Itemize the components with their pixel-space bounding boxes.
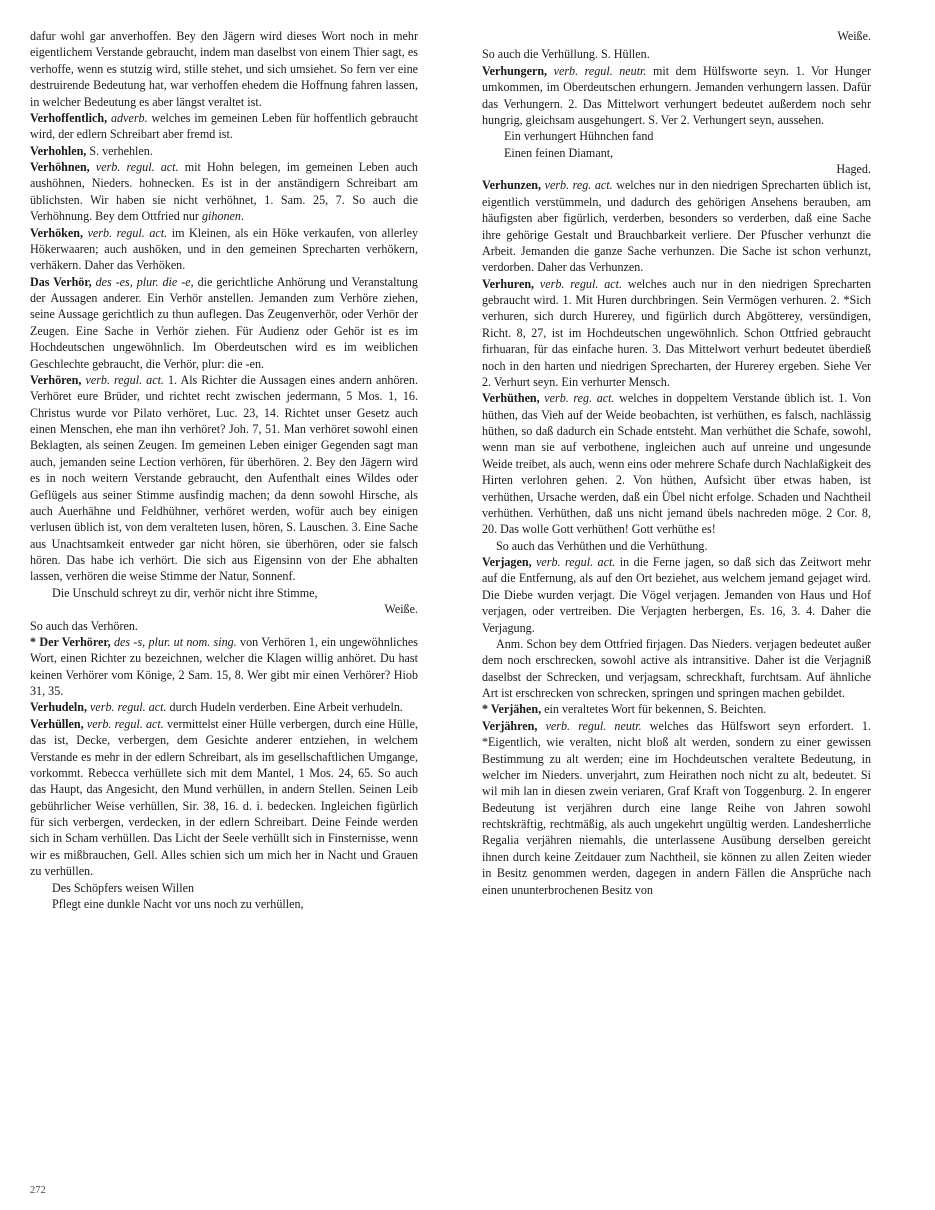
headword: * Verjähen,: [482, 702, 542, 717]
headword: * Der Verhörer,: [30, 634, 111, 649]
headword: Verjähren,: [482, 718, 538, 733]
entry-body: welches im gemeinen Leben für hoffentlich gebraucht wird, der edlern Schreibart aber fremd ist.: [30, 110, 418, 142]
dictionary-entry: [482, 554, 871, 636]
entry-body: im Kleinen, als ein Höke verkaufen, von allerley Hökerwaaren; auch aushöken, und in den gemeinen Sprecharten verhökern, verhäkern. Daher das Verhöken.: [30, 225, 418, 273]
entry-body: welches das Hülfswort seyn erfordert. 1. *Eigentlich, wie veralten, nicht bloß alt werden, sondern zu einer gewissen Bestimmung zu alt werden; eine im Hochdeutschen veraltete Bedeutung, in welcher im Nieders. unverjahrt, zum Heirathen noch nicht zu alt, bedeutet. Si wil mih lan in diesen zwein veriaren, Graf Kraft von Toggenburg. 2. In engerer Bedeutung ist verjähren durch eine lange Reihe von Jahren sowohl rechtskräftig, rechtmäßig, als auch ungekehrt ungültig werden. Landesherrliche Regalia verjähren niemahls, die unterlassene Ausübung derselben gereicht ihnen durch keine Zeitdauer zum Nachtheil, sie können zu allen Zeiten wieder in Besitz genommen werden, dagegen in andern Fällen die Ansprüche nach einen ununterbrochenen Besitz von: [482, 718, 871, 897]
verse-line: Pflegt eine dunkle Nacht vor uns noch zu verhüllen,: [52, 896, 304, 911]
headword: Verhoffentlich,: [30, 110, 108, 125]
headword: Verhöhnen,: [30, 160, 90, 174]
dictionary-entry: [30, 110, 418, 143]
dictionary-entry: [482, 276, 871, 391]
entry-body: die gerichtliche Anhörung und Veranstaltung der Aussagen anderer. Ein Verhör anstellen. Jemanden zum Verhöre ziehen, seine Aussage gerichtlich zu thun auflegen. Das Zeugenverhör, oder Verhör der Zeugen. Eine Sache in Verhör ziehen. Für Audienz oder Gehör ist es im Hochdeutschen ungewöhnlich. Im Oberdeutschen wird es im weiblichen Geschlechte gebraucht, die Verhör, plur: die -en.: [30, 274, 418, 371]
entry-body: welches nur in den niedrigen Sprecharten üblich ist, eigentlich verstümmeln, und dadurch des gehörigen Ansehens berauben, am häufigsten aber figürlich, verderben, besonders so verderben, daß eine Sache ihre gehörige Gestalt und Brauchbarkeit verliere. Der Pfuscher verhunzt die Arbeit. Jemanden die ganze Sache verhunzen. Die Sache ist schon verhunzt, verdorben. Daher das Verhunzen.: [482, 178, 872, 275]
verse-line: Einen feinen Diamant,: [504, 145, 614, 160]
dictionary-entry: [30, 634, 418, 700]
verse-line: Des Schöpfers weisen Willen: [52, 880, 195, 895]
grammar-label: des -es, plur. die -e,: [95, 274, 194, 289]
headword: Verhüllen,: [30, 716, 84, 731]
dictionary-entry: [30, 143, 418, 159]
grammar-label: verb. reg. act.: [544, 178, 613, 193]
headword: Verhuren,: [482, 276, 535, 291]
headword: Verhunzen,: [482, 178, 542, 193]
dictionary-entry: [30, 716, 418, 880]
dictionary-entry: [482, 390, 871, 537]
entry-body: durch Hudeln verderben. Eine Arbeit verhudeln.: [166, 700, 403, 715]
grammar-label: verb. regul. act.: [87, 225, 168, 240]
paragraph: dafur wohl gar anverhoffen. Bey den Jägern wird dieses Wort noch in mehr eigentlichem Verstande gebraucht, indem man daselbst von einem Thier sagt, es verhoffe, wenn es stutzig wird, stille stehet, und sich umsiehet. So fern ver eine destruirende Bedeutung hat, war verhoffen ehedem die Hoffnung fahren lassen, in welcher Bedeutung es aber längst veraltet ist.: [30, 29, 418, 109]
headword: Verhören,: [30, 372, 82, 387]
dictionary-entry: [482, 63, 871, 129]
grammar-label: verb. regul. act.: [90, 700, 167, 715]
grammar-label: verb. regul. act.: [85, 372, 164, 387]
verse-attribution: Weiße.: [384, 602, 418, 617]
dictionary-entry: [30, 372, 418, 585]
note-paragraph: Anm. Schon bey dem Ottfried firjagen. Das Nieders. verjagen bedeutet außer dem noch erschrecken, sowohl active als intransitive. Daher ist die Verjagniß daselbst der Schrecken, und verjagsam, schreckhaft, furchtsam. Auf ähnliche Art ist erschrecken von schrecken, springen und springen machen gebildet.: [482, 636, 871, 700]
verse-attribution: Haged.: [836, 162, 871, 176]
verse-line: Ein verhungert Hühnchen fand: [504, 129, 654, 144]
paragraph: So auch das Verhören.: [30, 618, 138, 633]
entry-tail: .: [240, 209, 244, 224]
page-number: 272: [30, 1185, 46, 1196]
headword: Verhudeln,: [30, 700, 88, 715]
paragraph: So auch das Verhüthen und die Verhüthung.: [496, 538, 708, 553]
headword: Verjagen,: [482, 555, 532, 569]
dictionary-entry: [30, 225, 418, 274]
entry-italic-term: gihonen: [201, 209, 241, 224]
headword: Verhungern,: [482, 63, 548, 78]
running-head: Weiße.: [837, 29, 871, 43]
entry-body: S. verhehlen.: [86, 143, 153, 158]
grammar-label: verb. regul. neutr.: [553, 63, 647, 78]
headword: Verhöken,: [30, 225, 83, 240]
entry-body: mit Hohn belegen, im gemeinen Leben auch aushöhnen, Nieders. hohnecken. Es ist in der anständigern Schreibart am üblichsten. Wir haben sie nicht verhöhnet, 1. Sam. 25, 7. So auch die Verhöhnung. Bey dem Ottfried nur: [30, 160, 418, 224]
dictionary-entry: [482, 701, 871, 717]
left-text-column: [30, 28, 418, 1148]
headword: Verhüthen,: [482, 391, 540, 406]
grammar-label: verb. regul. neutr.: [545, 718, 642, 733]
two-column-layout: [30, 28, 905, 1148]
entry-body: vermittelst einer Hülle verbergen, durch eine Hülle, das ist, Decke, verbergen, dem Gesichte anderer entziehen, in welchem Verstande es mehr in der edlern Schreibart, als im gesellschaftlichen Umgange, vorkommt. Rebecca verhüllete sich mit dem Mantel, 1 Mos. 24, 65. So auch das Haupt, das Angesicht, den Mund verhüllen, in andern Stellen. Seinen Leib gebührlicher Weise verhüllen, Sir. 38, 16. d. i. bedecken. Ingleichen figürlich für sich verbergen, verdecken, in der edlern Schreibart. Deine Feinde werden sich in Scham verhüllen. Das Licht der Seele verhüllt sich in Finsternisse, wenn wir es mißbrauchen, Gell. Alles schien sich um mich her in Nacht und Grauen zu verhüllen.: [30, 716, 418, 879]
verse-line: Die Unschuld schreyt zu dir, verhör nicht ihre Stimme,: [52, 585, 318, 600]
entry-body: in die Ferne jagen, so daß sich das Zeitwort mehr auf die Entfernung, als auf den Ort beziehet, aus welchem jemand gejaget wird. Die Diebe wurden verjagt. Die Vögel verjagen. Jemanden von Haus und Hof verjagen, oder vertreiben. Die Verjagten herbergen, Es. 16, 3. 4. Daher die Verjagung.: [482, 555, 871, 635]
dictionary-entry: [30, 274, 418, 372]
dictionary-entry: [482, 177, 871, 275]
entry-body: ein veraltetes Wort für bekennen, S. Beichten.: [541, 702, 767, 717]
dictionary-entry: [30, 159, 418, 225]
dictionary-entry: [30, 699, 418, 715]
entry-body: welches auch nur in den niedrigen Sprecharten gebraucht wird. 1. Mit Huren durchbringen. Sein Vermögen verhuren. 2. *Sich verhuren, sich durch Hurerey, und figürlich durch Abgötterey, versündigen, Richt. 8, 27, ist im Hochdeutschen ungewöhnlich. Schon Ottfried gebraucht firhuaran, für das einfache huren. 3. Das Mittelwort verhurt bedeutet überdieß noch in den harten und niedrigen Sprecharten, der Hurerey ergeben. Siehe Ver 2. Verhurt seyn. Ein verhurter Mensch.: [482, 276, 871, 389]
entry-body: 1. Als Richter die Aussagen eines andern anhören. Verhöret eure Brüder, und richtet recht zwischen jedermann, 5 Mos. 1, 16. Christus wurde vor Pilato verhöret, Luc. 23, 14. Richtet unser Gesetz auch einen Menschen, ehe man ihn verhöret? Joh. 7, 51. Man verhöret sowohl einen Beklagten, als seinen Zeugen. Im gemeinen Leben einiger Gegenden sagt man auch, jemanden seine Lection verhören, für überhören. 2. Bey den Jägern wird es in noch weitern Verstande gebraucht, den Aufenthalt eines Wildes oder Geflügels aus seiner Stimme ausfindig machen; da denn sowohl Hirsche, als auch Auerhähne und Feldhühner, verhöret werden, wofür auch bey einigen verlusen üblich ist, von dem veralteten lusen, hören, S. Lauschen. 3. Eine Sache aus Unachtsamkeit entweder gar nicht hören, sie überhören, oder sie falsch hören. Das habe ich verhört. Die sich aus Eigensinn von der Ehe abhalten lassen, verhören die weise Stimme der Natur, Sonnenf.: [30, 372, 418, 584]
headword: Das Verhör,: [30, 274, 92, 289]
dictionary-entry: [482, 718, 871, 898]
grammar-label: adverb.: [111, 110, 148, 125]
right-text-column: [482, 28, 871, 1148]
grammar-label: verb. regul. act.: [86, 716, 164, 731]
paragraph: So auch die Verhüllung. S. Hüllen.: [482, 47, 650, 62]
entry-body: mit dem Hülfsworte seyn. 1. Vor Hunger umkommen, im Oberdeutschen erhungern. Jemanden verhungern lassen. Dafür das Verhungern. 2. Das Mittelwort verhungert bedeutet außerdem noch sehr hungrig, gleichsam ausgehungert. S. Ver 2. Verhungert seyn, aussehen.: [482, 63, 871, 127]
entry-body: welches in doppeltem Verstande üblich ist. 1. Von hüthen, das Vieh auf der Weide beobachten, ist verhüthen, es falsch, nachlässig hüthen, so daß dadurch ein Schade entsteht. Man verhüthet die Schafe, sowohl, wenn man sie auf verbothene, ingleichen auch auf unreine und ungesunde Weide treibet, als auch, wenn eins oder mehrere Schafe durch Nachlaßigkeit des Hirten verlohren gehen. 2. Von hüthen, Aufsicht über etwas haben, ist verhüthen, Ursache werden, daß ein Übel nicht erfolge. Schaden und Nachtheil verhüthen. Verhüthen, daß uns nicht jemand übels nachreden möge. 2 Cor. 8, 20. Das wolle Gott verhüthen! Gott verhüthe es!: [482, 391, 871, 537]
grammar-label: verb. regul. act.: [95, 160, 179, 174]
grammar-label: des -s, plur. ut nom. sing.: [113, 634, 237, 649]
entry-body: von Verhören 1, ein ungewöhnliches Wort, einen Richter zu bezeichnen, welcher die Klagen willig anhöret. Du hast keinen Verhörer vom Könige, 2 Sam. 15, 8. Wer gibt mir einen Verhörer? Hiob 31, 35.: [30, 634, 419, 698]
grammar-label: verb. regul. act.: [536, 555, 616, 569]
grammar-label: verb. regul. act.: [539, 276, 622, 291]
grammar-label: verb. reg. act.: [544, 391, 615, 406]
headword: Verhohlen,: [30, 143, 87, 158]
